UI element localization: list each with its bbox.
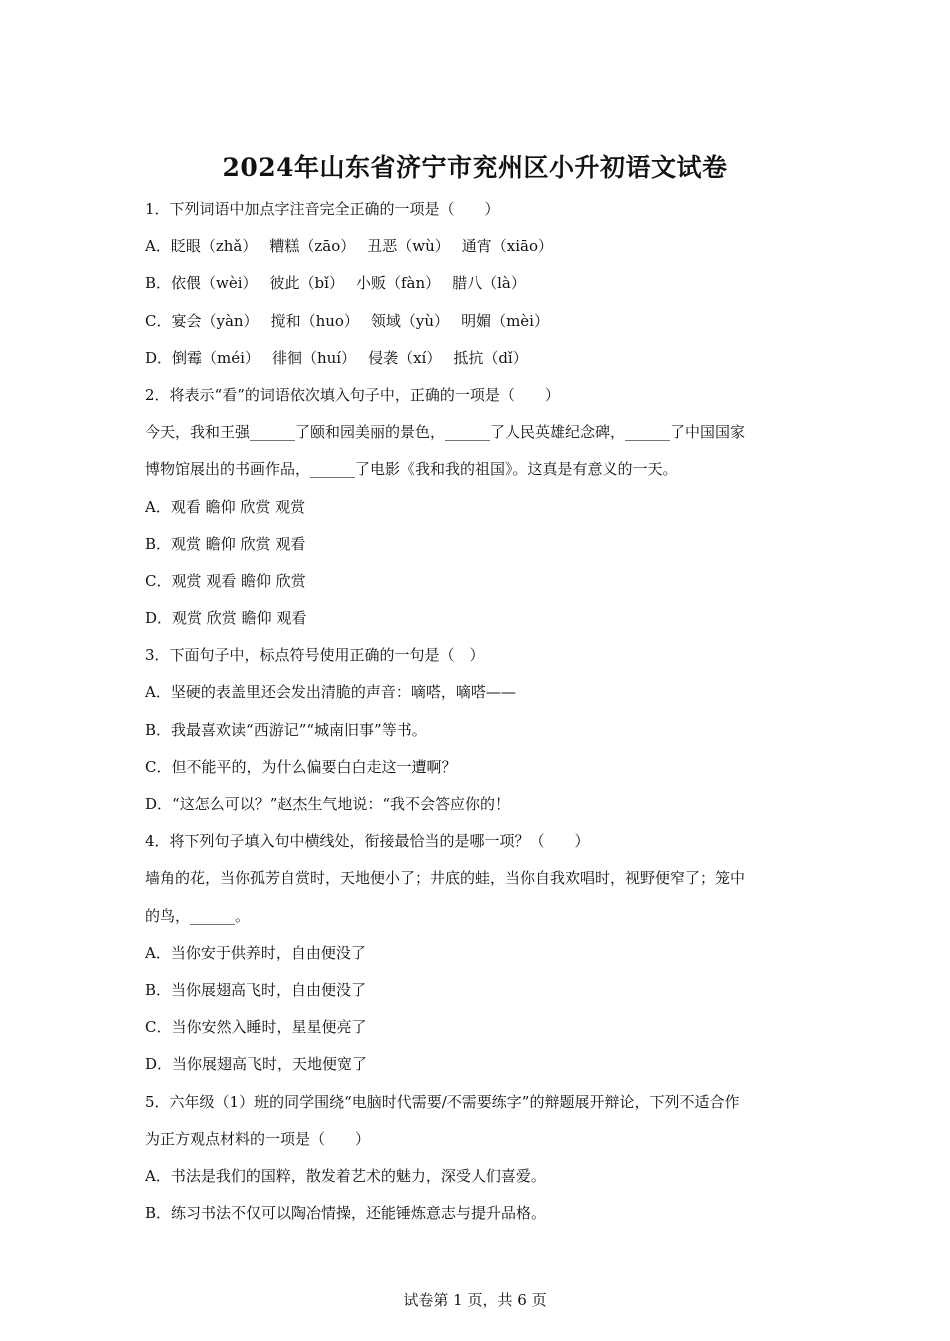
option-word: 抵抗（dǐ）	[453, 348, 528, 367]
option-text: 观赏 观看 瞻仰 欣赏	[171, 571, 306, 590]
question-4-passage-line-1: 墙角的花，当你孤芳自赏时，天地便小了；井底的蛙，当你自我欢唱时，视野便窄了；笼中	[145, 869, 746, 888]
question-2-passage-line-1: 今天，我和王强______了颐和园美丽的景色，______了人民英雄纪念碑，______了中国国家	[145, 423, 746, 442]
option-text: 当你展翅高飞时，自由便没了	[171, 980, 367, 999]
option-label: A．	[145, 683, 171, 702]
option-label: B．	[145, 980, 172, 999]
option-label: A．	[145, 943, 171, 962]
option-text: 当你展翅高飞时，天地便宽了	[172, 1055, 368, 1074]
question-2-option-a[interactable]	[145, 497, 815, 534]
question-1-option-d[interactable]	[145, 348, 815, 385]
option-text: 当你安于供养时，自由便没了	[170, 943, 366, 962]
option-label: B．	[145, 534, 172, 553]
question-2-stem: 2．将表示“看”的词语依次填入句子中，正确的一项是（ ）	[145, 385, 560, 404]
question-3-option-c[interactable]	[145, 757, 815, 794]
option-label: C．	[145, 571, 172, 590]
option-text: 当你安然入睡时，星星便亮了	[171, 1018, 367, 1037]
question-1-option-c[interactable]	[145, 311, 815, 348]
question-4-option-b[interactable]	[145, 980, 815, 1017]
page-footer: 试卷第 1 页，共 6 页	[403, 1291, 547, 1309]
question-4-option-c[interactable]	[145, 1017, 815, 1054]
option-text: 但不能平的，为什么偏要白白走这一遭啊？	[171, 757, 457, 776]
question-1-option-b[interactable]	[145, 273, 815, 310]
option-word: 侵袭（xí）	[368, 348, 442, 367]
option-text: 书法是我们的国粹，散发着艺术的魅力，深受人们喜爱。	[170, 1166, 546, 1185]
page-title: 2024年山东省济宁市兖州区小升初语文试卷	[222, 153, 728, 182]
option-text: 我最喜欢读“西游记”“城南旧事”等书。	[171, 720, 427, 739]
option-label: A．	[145, 497, 171, 516]
option-word: 搅和（huo）	[270, 311, 359, 330]
question-4-option-a[interactable]	[145, 943, 815, 980]
option-label: D．	[145, 795, 173, 813]
question-2-option-d[interactable]	[145, 608, 815, 645]
option-label: C．	[145, 757, 172, 776]
option-text: 观看 瞻仰 欣赏 观赏	[170, 497, 306, 516]
question-4-stem: 4．将下列句子填入句中横线处，衔接最恰当的是哪一项？（ ）	[145, 832, 590, 851]
question-3-option-d[interactable]	[145, 794, 815, 831]
option-text: 坚硬的表盖里还会发出清脆的声音：嘀嗒，嘀嗒——	[170, 683, 516, 702]
option-word: 腊八（là）	[452, 274, 526, 293]
option-text: 观赏 欣赏 瞻仰 观看	[172, 609, 307, 628]
option-word: 彼此（bǐ）	[269, 274, 344, 293]
question-5-option-b[interactable]	[145, 1203, 815, 1240]
option-label: A．	[145, 1166, 171, 1185]
option-word: 倒霉（méi）	[172, 348, 260, 367]
option-label: D．	[145, 348, 173, 367]
option-word: 眨眼（zhǎ）	[170, 237, 258, 256]
question-1-option-a[interactable]	[145, 236, 815, 273]
option-word: 丑恶（wù）	[367, 237, 450, 256]
option-label: B．	[145, 1204, 172, 1223]
question-2-option-b[interactable]	[145, 534, 815, 571]
question-4-option-d[interactable]	[145, 1054, 815, 1091]
option-text: 观赏 瞻仰 欣赏 观看	[171, 534, 306, 553]
option-label: D．	[145, 609, 173, 628]
option-word: 小贩（fàn）	[355, 274, 441, 293]
option-label: B．	[145, 720, 172, 739]
option-word: 明媚（mèi）	[461, 311, 549, 330]
question-1-stem: 1．下列词语中加点字注音完全正确的一项是（ ）	[145, 200, 500, 218]
option-label: C．	[145, 1018, 172, 1037]
question-5-option-a[interactable]	[145, 1166, 815, 1203]
option-word: 领域（yù）	[370, 311, 450, 330]
option-word: 糟糕（zāo）	[269, 237, 356, 256]
question-2-passage-line-2: 博物馆展出的书画作品，______了电影《我和我的祖国》。这真是有意义的一天。	[145, 460, 678, 479]
option-word: 徘徊（huí）	[271, 348, 357, 367]
question-5-stem-line-2: 为正方观点材料的一项是（ ）	[145, 1129, 371, 1148]
question-3-option-b[interactable]	[145, 720, 815, 757]
question-3-option-a[interactable]	[145, 682, 815, 719]
option-word: 宴会（yàn）	[171, 311, 259, 330]
option-word: 依偎（wèi）	[171, 274, 258, 293]
option-text: “这怎么可以？”赵杰生气地说：“我不会答应你的！	[172, 795, 511, 813]
question-4-passage-line-2: 的鸟，______。	[145, 906, 251, 925]
question-2-option-c[interactable]	[145, 571, 815, 608]
option-word: 通宵（xiāo）	[461, 237, 553, 256]
question-3-stem: 3．下面句子中，标点符号使用正确的一句是（ ）	[145, 646, 485, 665]
exam-body	[145, 199, 815, 1240]
option-label: B．	[145, 274, 172, 293]
question-5-stem-line-1: 5．六年级（1）班的同学围绕“电脑时代需要/不需要练字”的辩题展开辩论，下列不适合作	[145, 1092, 740, 1111]
option-text: 练习书法不仅可以陶冶情操，还能锤炼意志与提升品格。	[171, 1204, 547, 1223]
option-label: A．	[145, 237, 171, 256]
option-label: C．	[145, 311, 172, 330]
option-label: D．	[145, 1055, 173, 1074]
